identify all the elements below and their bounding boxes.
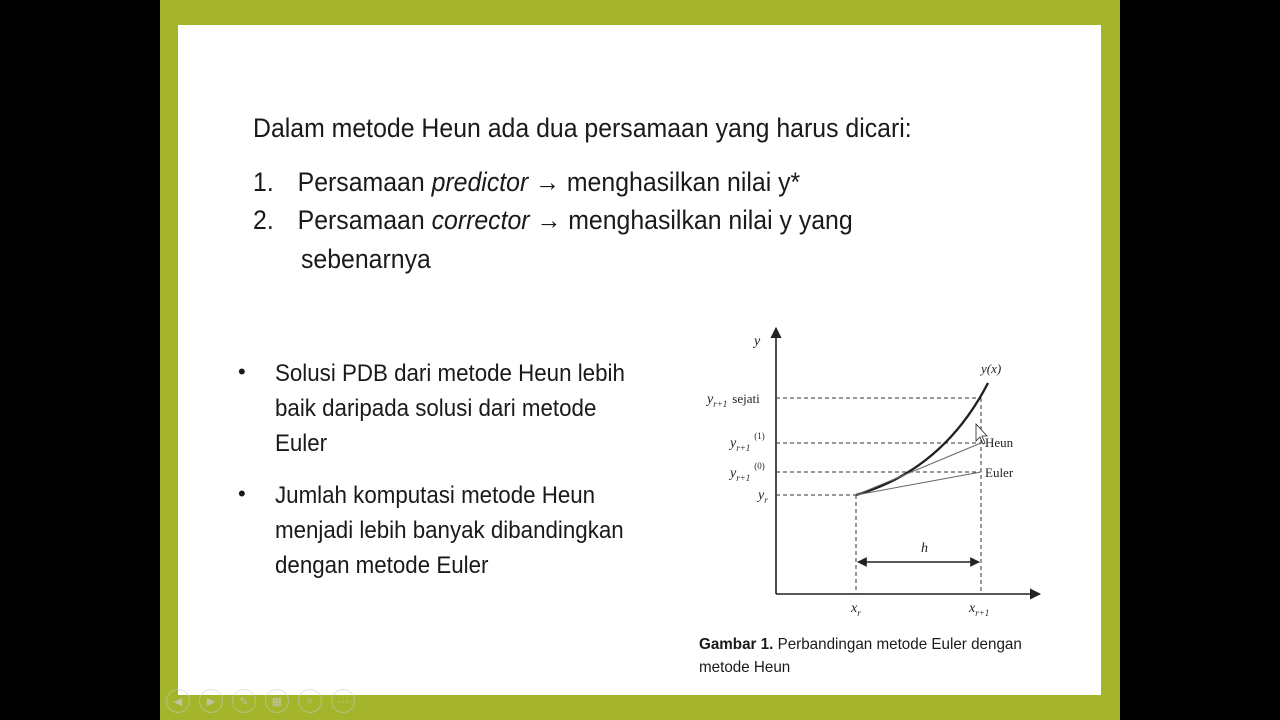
bullet-line: Solusi PDB dari metode Heun lebih	[275, 360, 625, 387]
more-icon[interactable]: ⋯	[331, 689, 355, 713]
bullet-line: baik daripada solusi dari metode	[275, 395, 597, 422]
x-r1-label: $x_{r+1}$	[969, 601, 990, 618]
y-euler-label: $y_{r+1}^{(0)}$	[730, 461, 765, 483]
item-term: corrector	[431, 205, 530, 235]
next-icon[interactable]: ▶	[199, 689, 223, 713]
bullet-line: dengan metode Euler	[275, 552, 489, 579]
prev-icon[interactable]: ◀	[166, 689, 190, 713]
y-exact-label: $y_{r+1}$ sejati	[707, 391, 760, 409]
numbered-item-2-continuation: sebenarnya	[301, 244, 431, 274]
h-label: h	[921, 541, 928, 556]
item-text-pre: Persamaan	[297, 205, 432, 235]
heun-euler-diagram	[698, 320, 1078, 625]
slides-icon[interactable]: ▦	[265, 689, 289, 713]
item-term: predictor	[431, 167, 529, 197]
bullet-2	[275, 478, 624, 583]
figure-caption	[699, 633, 1051, 679]
bullet-dot: •	[238, 481, 246, 506]
bullet-1	[275, 356, 625, 461]
x-r-label: $x_r$	[851, 601, 861, 618]
y-heun-label: $y_{r+1}^{(1)}$	[730, 431, 765, 453]
bullet-line: menjadi lebih banyak dibandingkan	[275, 517, 624, 544]
item-number: 2.	[253, 205, 274, 235]
item-text-post: → menghasilkan nilai y yang	[529, 205, 853, 235]
pen-icon[interactable]: ✎	[232, 689, 256, 713]
intro-text: Dalam metode Heun ada dua persamaan yang harus dicari:	[253, 113, 912, 143]
euler-label: Euler	[985, 465, 1014, 480]
curve-label: y(x)	[981, 361, 1002, 376]
slide	[178, 25, 1101, 695]
item-number: 1.	[253, 167, 274, 197]
numbered-item-2	[253, 205, 853, 236]
zoom-icon[interactable]: ⌕	[298, 689, 322, 713]
y-r-label: $y_r$	[758, 488, 768, 505]
caption-text: Perbandingan metode Euler dengan	[773, 636, 1022, 653]
bullet-line: Euler	[275, 430, 328, 457]
item-text-post: → menghasilkan nilai y*	[528, 167, 801, 197]
euler-line	[856, 472, 981, 495]
heun-line	[856, 443, 981, 495]
caption-label: Gambar 1.	[699, 636, 774, 653]
bullet-dot: •	[238, 359, 246, 384]
heun-label: Heun	[985, 435, 1014, 450]
exact-curve	[856, 383, 988, 495]
presentation-controls	[166, 689, 355, 713]
bullet-line: Jumlah komputasi metode Heun	[275, 482, 596, 509]
numbered-item-1	[253, 167, 800, 198]
item-text-pre: Persamaan	[297, 167, 432, 197]
guide-lines	[776, 398, 981, 594]
caption-text-line2: metode Heun	[699, 659, 791, 676]
y-axis-label: y	[754, 334, 761, 349]
